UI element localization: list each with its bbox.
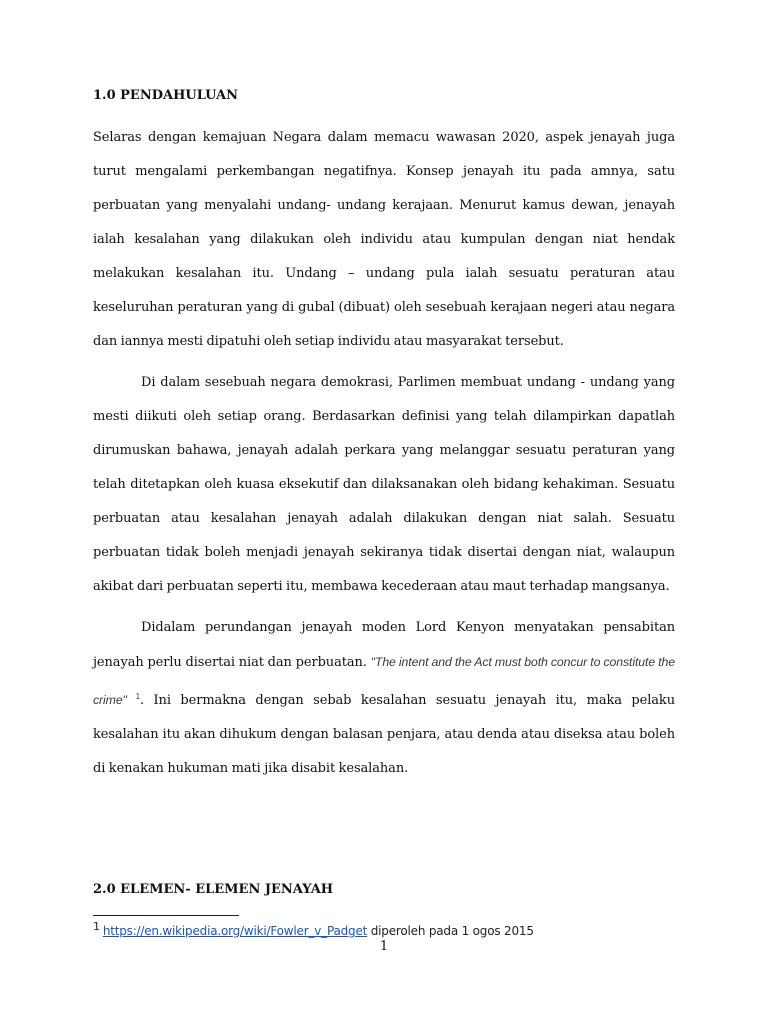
kenyon-quote-text: "The intent and the Act must both concur to constitute the crime" (93, 655, 675, 708)
footnote-ref-1[interactable]: 1 (135, 692, 140, 701)
section-heading-pendahuluan: 1.0 PENDAHULUAN (93, 88, 239, 103)
paragraph-1: Selaras dengan kemajuan Negara dalam memacu wawasan 2020, aspek jenayah juga turut mengalami perkembangan negatifnya. Konsep jenayah itu pada amnya, satu perbuatan yang menyalahi undang- undang kerajaan. Menurut kamus dewan, jenayah ialah kesalahan yang dilakukan oleh individu atau kumpulan dengan niat hendak melakukan kesalahan itu. Undang – undang pula ialah sesuatu peraturan atau keseluruhan peraturan yang di gubal (dibuat) oleh sesebuah kerajaan negeri atau negara dan iannya mesti dipatuhi oleh setiap individu atau masyarakat tersebut. (93, 130, 675, 349)
footnote-1 (93, 920, 534, 938)
paragraph-3-rest: . Ini bermakna dengan sebab kesalahan sesuatu jenayah itu, maka pelaku kesalahan itu akan dihukum dengan balasan penjara, atau denda atau diseksa atau boleh di kenakan hukuman mati jika disabit kesalahan. (93, 693, 675, 777)
footnote-number: 1 (93, 920, 100, 933)
paragraph-3 (93, 611, 675, 786)
footnote-link[interactable]: https://en.wikipedia.org/wiki/Fowler_v_Padget (102, 924, 368, 938)
footnote-separator (93, 915, 239, 916)
section-heading-elemen-jenayah: 2.0 ELEMEN- ELEMEN JENAYAH (93, 882, 334, 897)
paragraph-3-lead: Didalam perundangan jenayah moden Lord Kenyon menyatakan pensabitan jenayah perlu disertai niat dan perbuatan. (93, 620, 675, 670)
footnote-suffix: diperoleh pada 1 ogos 2015 (367, 924, 534, 938)
paragraph-2: Di dalam sesebuah negara demokrasi, Parlimen membuat undang - undang yang mesti diikuti oleh setiap orang. Berdasarkan definisi yang telah dilampirkan dapatlah dirumuskan bahawa, jenayah adalah perkara yang melanggar sesuatu peraturan yang telah ditetapkan oleh kuasa eksekutif dan dilaksanakan oleh bidang kehakiman. Sesuatu perbuatan atau kesalahan jenayah adalah dilakukan dengan niat salah. Sesuatu perbuatan tidak boleh menjadi jenayah sekiranya tidak disertai dengan niat, walaupun akibat dari perbuatan seperti itu, membawa kecederaan atau maut terhadap mangsanya. (93, 375, 675, 594)
page-number: 1 (379, 939, 389, 954)
